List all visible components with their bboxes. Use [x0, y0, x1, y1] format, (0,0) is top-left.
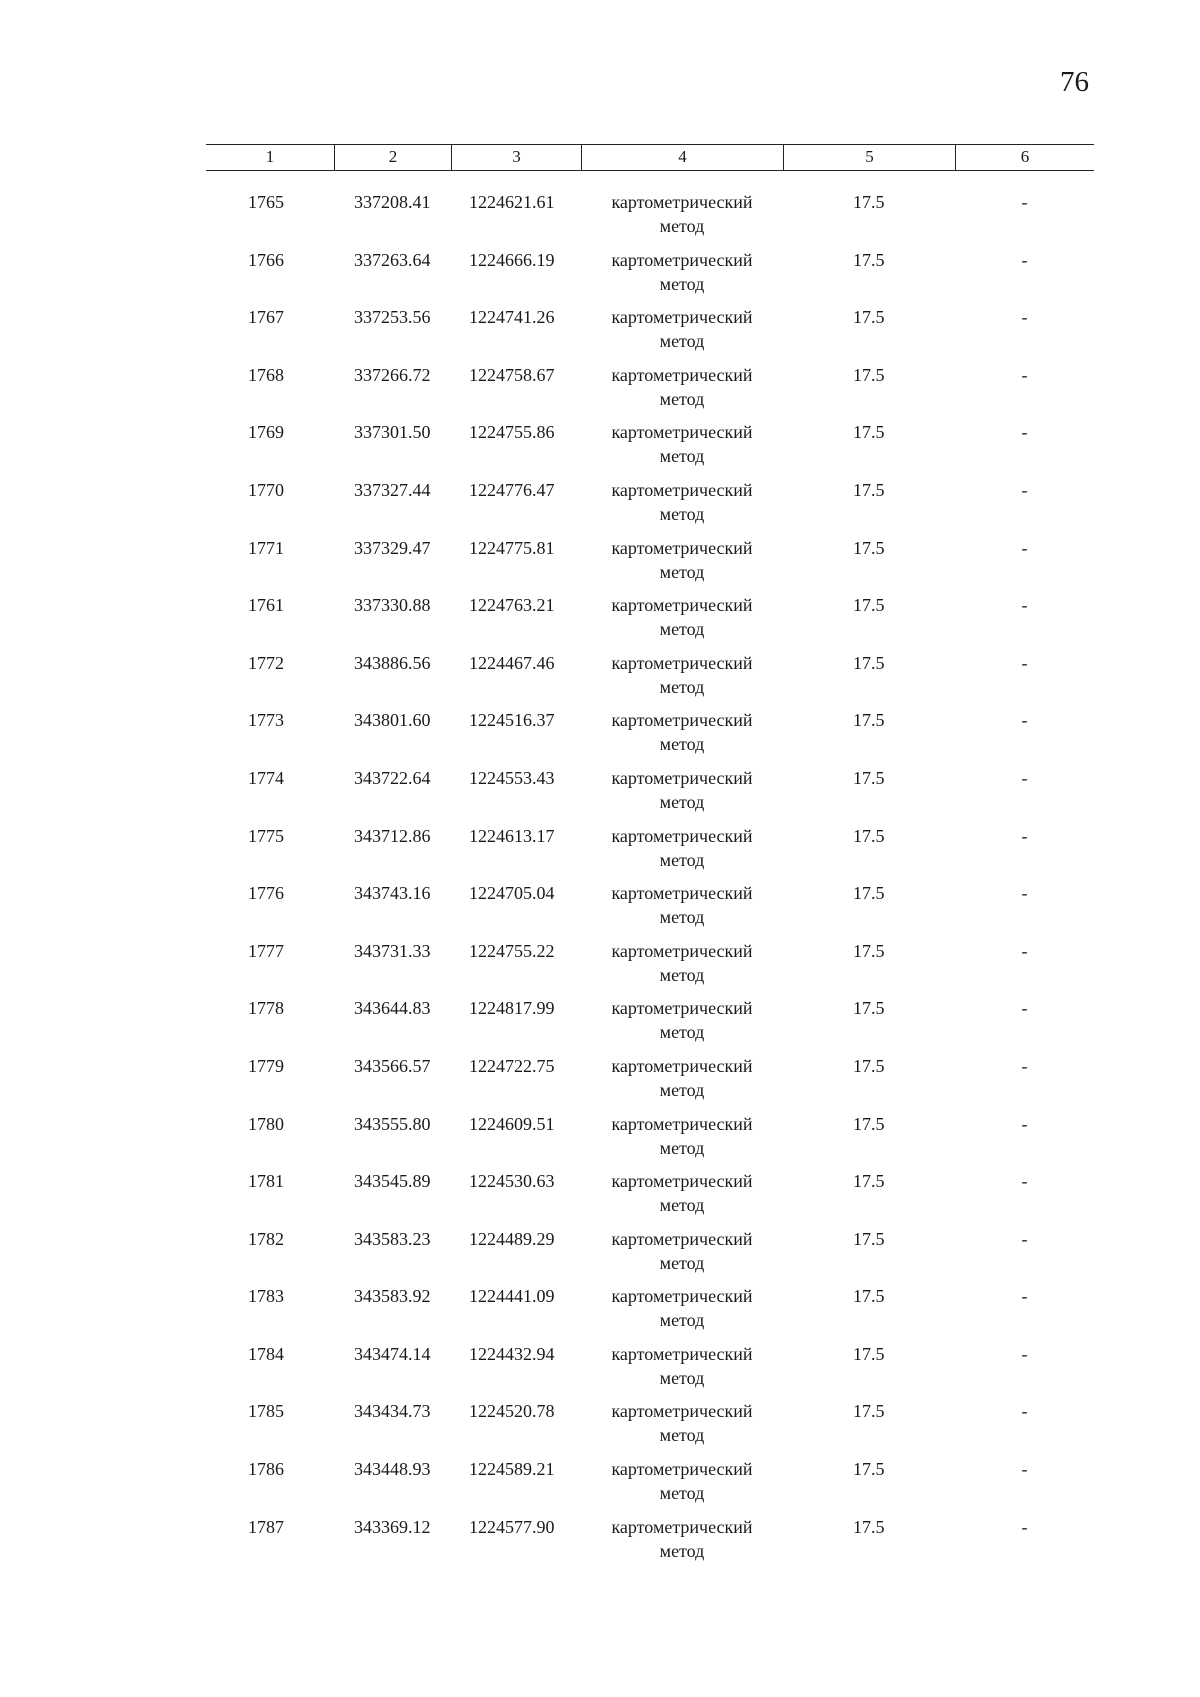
table-row [206, 190, 1094, 248]
note-cell: - [1021, 883, 1028, 904]
accuracy-cell: 17.5 [853, 1055, 885, 1076]
method-line-2: метод [659, 849, 705, 870]
method-cell [581, 1399, 783, 1457]
method-cell [581, 1284, 783, 1342]
table-row [206, 1399, 1094, 1457]
method-line-1: картометрический [611, 422, 753, 443]
method-cell [581, 420, 783, 478]
method-line-2: метод [659, 791, 705, 812]
column-header-4: 4 [581, 145, 783, 170]
table-row [206, 651, 1094, 709]
table-row [206, 1227, 1094, 1285]
y-coordinate-cell: 1224432.94 [469, 1343, 555, 1364]
point-number-cell: 1787 [248, 1516, 284, 1537]
x-coordinate-cell: 337253.56 [354, 307, 431, 328]
table-row [206, 1112, 1094, 1170]
note-cell: - [1021, 1401, 1028, 1422]
method-cell [581, 1169, 783, 1227]
point-number-cell: 1776 [248, 883, 284, 904]
y-coordinate-cell: 1224530.63 [469, 1171, 555, 1192]
note-cell: - [1021, 825, 1028, 846]
accuracy-cell: 17.5 [853, 307, 885, 328]
method-line-2: метод [659, 388, 705, 409]
accuracy-cell: 17.5 [853, 710, 885, 731]
method-cell [581, 1112, 783, 1170]
y-coordinate-cell: 1224613.17 [469, 825, 555, 846]
method-line-2: метод [659, 1310, 705, 1331]
method-line-1: картометрический [611, 1343, 753, 1364]
note-cell: - [1021, 1113, 1028, 1134]
point-number-cell: 1780 [248, 1113, 284, 1134]
y-coordinate-cell: 1224775.81 [469, 537, 555, 558]
method-cell [581, 996, 783, 1054]
accuracy-cell: 17.5 [853, 1228, 885, 1249]
point-number-cell: 1785 [248, 1401, 284, 1422]
point-number-cell: 1777 [248, 940, 284, 961]
method-line-1: картометрический [611, 767, 753, 788]
note-cell: - [1021, 1286, 1028, 1307]
note-cell: - [1021, 1343, 1028, 1364]
method-line-2: метод [659, 1252, 705, 1273]
x-coordinate-cell: 337266.72 [354, 364, 431, 385]
accuracy-cell: 17.5 [853, 422, 885, 443]
method-line-2: метод [659, 734, 705, 755]
accuracy-cell: 17.5 [853, 595, 885, 616]
method-cell [581, 824, 783, 882]
accuracy-cell: 17.5 [853, 1401, 885, 1422]
note-cell: - [1021, 1228, 1028, 1249]
accuracy-cell: 17.5 [853, 1171, 885, 1192]
note-cell: - [1021, 192, 1028, 212]
note-cell: - [1021, 364, 1028, 385]
method-line-1: картометрический [611, 1516, 753, 1537]
table-row [206, 1342, 1094, 1400]
accuracy-cell: 17.5 [853, 249, 885, 270]
y-coordinate-cell: 1224763.21 [469, 595, 555, 616]
y-coordinate-cell: 1224755.22 [469, 940, 555, 961]
method-line-1: картометрический [611, 595, 753, 616]
method-line-1: картометрический [611, 249, 753, 270]
method-cell [581, 939, 783, 997]
method-line-1: картометрический [611, 1228, 753, 1249]
method-cell [581, 1515, 783, 1573]
method-line-2: метод [659, 216, 705, 236]
y-coordinate-cell: 1224722.75 [469, 1055, 555, 1076]
note-cell: - [1021, 652, 1028, 673]
accuracy-cell: 17.5 [853, 883, 885, 904]
y-coordinate-cell: 1224755.86 [469, 422, 555, 443]
point-number-cell: 1772 [248, 652, 284, 673]
accuracy-cell: 17.5 [853, 1286, 885, 1307]
table-row [206, 996, 1094, 1054]
note-cell: - [1021, 940, 1028, 961]
method-line-2: метод [659, 907, 705, 928]
accuracy-cell: 17.5 [853, 1343, 885, 1364]
note-cell: - [1021, 998, 1028, 1019]
table-row [206, 1457, 1094, 1515]
method-cell [581, 651, 783, 709]
x-coordinate-cell: 343722.64 [354, 767, 431, 788]
accuracy-cell: 17.5 [853, 767, 885, 788]
table-row [206, 248, 1094, 306]
y-coordinate-cell: 1224577.90 [469, 1516, 555, 1537]
point-number-cell: 1765 [248, 192, 284, 212]
point-number-cell: 1783 [248, 1286, 284, 1307]
table-row [206, 420, 1094, 478]
x-coordinate-cell: 343731.33 [354, 940, 431, 961]
x-coordinate-cell: 343583.92 [354, 1286, 431, 1307]
x-coordinate-cell: 343886.56 [354, 652, 431, 673]
x-coordinate-cell: 343712.86 [354, 825, 431, 846]
column-header-6: 6 [955, 145, 1094, 170]
method-line-1: картометрический [611, 710, 753, 731]
method-line-1: картометрический [611, 998, 753, 1019]
page-number: 76 [1060, 66, 1089, 98]
point-number-cell: 1779 [248, 1055, 284, 1076]
y-coordinate-cell: 1224705.04 [469, 883, 555, 904]
y-coordinate-cell: 1224467.46 [469, 652, 555, 673]
method-cell [581, 593, 783, 651]
point-number-cell: 1761 [248, 595, 284, 616]
method-line-1: картометрический [611, 883, 753, 904]
table-row [206, 708, 1094, 766]
x-coordinate-cell: 343583.23 [354, 1228, 431, 1249]
x-coordinate-cell: 343801.60 [354, 710, 431, 731]
accuracy-cell: 17.5 [853, 1459, 885, 1480]
method-line-1: картометрический [611, 1286, 753, 1307]
table-body [206, 190, 1094, 1572]
x-coordinate-cell: 343644.83 [354, 998, 431, 1019]
accuracy-cell: 17.5 [853, 364, 885, 385]
table-row [206, 593, 1094, 651]
method-line-1: картометрический [611, 1459, 753, 1480]
table-row [206, 1515, 1094, 1573]
method-line-2: метод [659, 619, 705, 640]
method-cell [581, 190, 783, 248]
accuracy-cell: 17.5 [853, 998, 885, 1019]
method-cell [581, 708, 783, 766]
method-line-2: метод [659, 561, 705, 582]
y-coordinate-cell: 1224666.19 [469, 249, 555, 270]
method-cell [581, 478, 783, 536]
point-number-cell: 1769 [248, 422, 284, 443]
point-number-cell: 1782 [248, 1228, 284, 1249]
y-coordinate-cell: 1224553.43 [469, 767, 555, 788]
x-coordinate-cell: 343434.73 [354, 1401, 431, 1422]
method-line-1: картометрический [611, 537, 753, 558]
method-line-1: картометрический [611, 940, 753, 961]
point-number-cell: 1766 [248, 249, 284, 270]
x-coordinate-cell: 343448.93 [354, 1459, 431, 1480]
method-line-1: картометрический [611, 652, 753, 673]
table-row [206, 824, 1094, 882]
x-coordinate-cell: 337208.41 [354, 192, 431, 212]
point-number-cell: 1767 [248, 307, 284, 328]
column-header-2: 2 [334, 145, 451, 170]
accuracy-cell: 17.5 [853, 479, 885, 500]
method-line-1: картометрический [611, 1113, 753, 1134]
table-header-row [206, 144, 1094, 171]
method-line-2: метод [659, 273, 705, 294]
table-row [206, 1054, 1094, 1112]
x-coordinate-cell: 343369.12 [354, 1516, 431, 1537]
accuracy-cell: 17.5 [853, 1516, 885, 1537]
accuracy-cell: 17.5 [853, 940, 885, 961]
method-line-2: метод [659, 1195, 705, 1216]
note-cell: - [1021, 767, 1028, 788]
table-row [206, 363, 1094, 421]
method-line-1: картометрический [611, 307, 753, 328]
method-line-2: метод [659, 1540, 705, 1561]
point-number-cell: 1786 [248, 1459, 284, 1480]
coordinates-table [206, 144, 1094, 1572]
x-coordinate-cell: 343566.57 [354, 1055, 431, 1076]
method-line-2: метод [659, 446, 705, 467]
method-cell [581, 1054, 783, 1112]
note-cell: - [1021, 479, 1028, 500]
note-cell: - [1021, 1171, 1028, 1192]
point-number-cell: 1771 [248, 537, 284, 558]
method-line-1: картометрический [611, 1401, 753, 1422]
method-line-1: картометрический [611, 1171, 753, 1192]
method-cell [581, 1342, 783, 1400]
note-cell: - [1021, 422, 1028, 443]
method-line-2: метод [659, 1079, 705, 1100]
table-row [206, 881, 1094, 939]
method-line-1: картометрический [611, 192, 753, 212]
method-cell [581, 536, 783, 594]
method-line-1: картометрический [611, 364, 753, 385]
method-cell [581, 248, 783, 306]
note-cell: - [1021, 1055, 1028, 1076]
accuracy-cell: 17.5 [853, 192, 885, 212]
y-coordinate-cell: 1224489.29 [469, 1228, 555, 1249]
accuracy-cell: 17.5 [853, 652, 885, 673]
note-cell: - [1021, 710, 1028, 731]
y-coordinate-cell: 1224817.99 [469, 998, 555, 1019]
point-number-cell: 1778 [248, 998, 284, 1019]
y-coordinate-cell: 1224621.61 [469, 192, 555, 212]
point-number-cell: 1774 [248, 767, 284, 788]
method-line-2: метод [659, 331, 705, 352]
method-cell [581, 1457, 783, 1515]
table-row [206, 1284, 1094, 1342]
note-cell: - [1021, 537, 1028, 558]
accuracy-cell: 17.5 [853, 537, 885, 558]
y-coordinate-cell: 1224589.21 [469, 1459, 555, 1480]
note-cell: - [1021, 1516, 1028, 1537]
column-header-1: 1 [265, 147, 275, 166]
table-row [206, 939, 1094, 997]
method-line-2: метод [659, 1022, 705, 1043]
method-cell [581, 305, 783, 363]
note-cell: - [1021, 249, 1028, 270]
y-coordinate-cell: 1224758.67 [469, 364, 555, 385]
point-number-cell: 1773 [248, 710, 284, 731]
table-row [206, 305, 1094, 363]
method-line-2: метод [659, 1137, 705, 1158]
note-cell: - [1021, 1459, 1028, 1480]
method-cell [581, 881, 783, 939]
method-line-2: метод [659, 964, 705, 985]
point-number-cell: 1768 [248, 364, 284, 385]
method-cell [581, 766, 783, 824]
table-row [206, 536, 1094, 594]
method-line-2: метод [659, 503, 705, 524]
method-line-2: метод [659, 1367, 705, 1388]
x-coordinate-cell: 343743.16 [354, 883, 431, 904]
method-line-1: картометрический [611, 825, 753, 846]
method-line-1: картометрический [611, 1055, 753, 1076]
point-number-cell: 1770 [248, 479, 284, 500]
accuracy-cell: 17.5 [853, 825, 885, 846]
point-number-cell: 1781 [248, 1171, 284, 1192]
method-cell [581, 1227, 783, 1285]
y-coordinate-cell: 1224520.78 [469, 1401, 555, 1422]
method-line-2: метод [659, 1483, 705, 1504]
table-row [206, 478, 1094, 536]
x-coordinate-cell: 337330.88 [354, 595, 431, 616]
method-line-2: метод [659, 676, 705, 697]
table-row [206, 1169, 1094, 1227]
column-header-3: 3 [451, 145, 581, 170]
point-number-cell: 1775 [248, 825, 284, 846]
column-header-5: 5 [783, 145, 955, 170]
method-line-1: картометрический [611, 479, 753, 500]
accuracy-cell: 17.5 [853, 1113, 885, 1134]
x-coordinate-cell: 343545.89 [354, 1171, 431, 1192]
table-row [206, 766, 1094, 824]
x-coordinate-cell: 343555.80 [354, 1113, 431, 1134]
y-coordinate-cell: 1224516.37 [469, 710, 555, 731]
x-coordinate-cell: 337301.50 [354, 422, 431, 443]
y-coordinate-cell: 1224741.26 [469, 307, 555, 328]
x-coordinate-cell: 343474.14 [354, 1343, 431, 1364]
x-coordinate-cell: 337263.64 [354, 249, 431, 270]
point-number-cell: 1784 [248, 1343, 284, 1364]
note-cell: - [1021, 307, 1028, 328]
x-coordinate-cell: 337327.44 [354, 479, 431, 500]
x-coordinate-cell: 337329.47 [354, 537, 431, 558]
method-line-2: метод [659, 1425, 705, 1446]
method-cell [581, 363, 783, 421]
y-coordinate-cell: 1224441.09 [469, 1286, 555, 1307]
y-coordinate-cell: 1224776.47 [469, 479, 555, 500]
note-cell: - [1021, 595, 1028, 616]
y-coordinate-cell: 1224609.51 [469, 1113, 555, 1134]
